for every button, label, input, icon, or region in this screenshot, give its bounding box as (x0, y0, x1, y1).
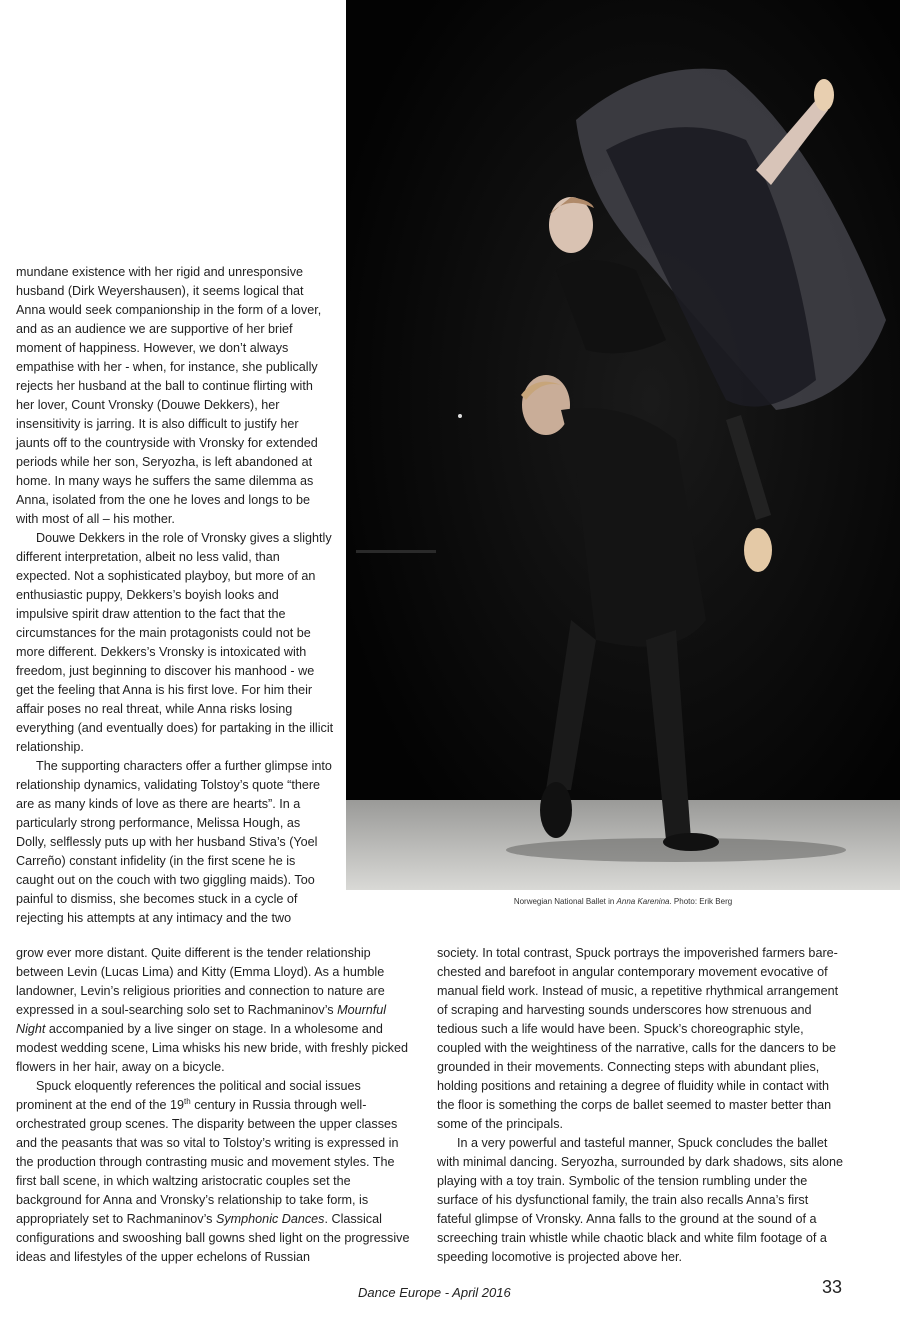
text-run: Spuck eloquently references the political and social issues prominent at the end of the 19 (16, 1079, 361, 1112)
caption-credit: . Photo: Erik Berg (669, 897, 733, 906)
article-column-right (437, 944, 845, 1267)
paragraph: The supporting characters offer a further glimpse into relationship dynamics, validating Tolstoy’s quote “there are as many kinds of love as there are hearts”. In a particularly strong performance, Melissa Hough, as Dolly, selflessly puts up with her husband Stiva’s (Yoel Carreño) constant infidelity (in the first scene he is caught out on the couch with two giggling maids). Too painful to dismiss, she becomes stuck in a cycle of rejecting his attempts at any intimacy and the two (16, 759, 332, 925)
paragraph: Douwe Dekkers in the role of Vronsky gives a slightly different interpretation, albeit no less valid, than expected. Not a sophisticated playboy, but more of an enthusiastic puppy, Dekkers’s boyish looks and impulsive spirit draw attention to the fact that the circumstances for the main protagonists could not be more different. Dekkers’s Vronsky is intoxicated with freedom, just beginning to discover his manhood - we get the feeling that Anna is his first love. For him their affair poses no real threat, while Anna risks losing everything (and eventually does) for partaking in the illicit relationship. (16, 531, 334, 754)
text-run: . Classical configurations and swooshing ball gowns shed light on the progressive ideas and lifestyles of the upper echelons of Russian (16, 1212, 410, 1264)
superscript: th (184, 1096, 191, 1106)
music-title: Symphonic Dances (215, 1212, 325, 1226)
dancers-illustration (346, 0, 900, 890)
text-run: accompanied by a live singer on stage. In a wholesome and modest wedding scene, Lima whisks his new bride, with freshly picked flowers in her hair, away on a bicycle. (16, 1022, 408, 1074)
paragraph (16, 1077, 414, 1267)
caption-title: Anna Karenina (616, 897, 670, 906)
music-title: Mournful Night (16, 1003, 387, 1036)
photo-caption (346, 897, 900, 907)
article-column-left-top (16, 263, 334, 928)
page-number: 33 (821, 1277, 842, 1297)
paragraph: mundane existence with her rigid and unresponsive husband (Dirk Weyershausen), it seems logical that Anna would seek companionship in the form of a lover, and as an audience we are supportive of her brief moment of happiness. However, we don’t always empathise with her - when, for instance, she publically rejects her husband at the ball to continue flirting with her lover, Count Vronsky (Douwe Dekkers), her insensitivity is jarring. It is also difficult to justify her jaunts off to the countryside with Vronsky for extended periods while her son, Seryozha, is left abandoned at home. In many ways he suffers the same dilemma as Anna, isolated from the one he loves and longs to be with most of all – his mother. (16, 265, 322, 526)
caption-prefix: Norwegian National Ballet in (513, 897, 617, 906)
footer-magazine: Dance Europe - April 2016 (358, 1285, 511, 1300)
article-column-left-bottom (16, 944, 414, 1267)
paragraph: In a very powerful and tasteful manner, Spuck concludes the ballet with minimal dancing. Seryozha, surrounded by dark shadows, sits alone playing with a toy train. Symbolic of the tension rumbling under the surface of his dysfunctional family, the train also recalls Anna’s first fateful glimpse of Vronsky. Anna falls to the ground at the sound of a screeching train whistle while chaotic black and white film footage of a speeding locomotive is projected above her. (437, 1136, 844, 1264)
paragraph (16, 944, 414, 1077)
ballet-photo (346, 0, 900, 890)
paragraph: society. In total contrast, Spuck portrays the impoverished farmers bare-chested and barefoot in angular contemporary movement evocative of manual field work. Instead of music, a repetitive rhythmical arrangement of scraping and harvesting sounds underscores how strenuous and tedious such a life would have been. Spuck’s choreographic style, coupled with the weightiness of the narrative, calls for the dancers to be grounded in their movements. Connecting steps with abundant plies, holding positions and retaining a degree of fluidity while in contact with the floor is something the corps de ballet seemed to master better than some of the principals. (437, 946, 839, 1131)
text-run: century in Russia through well-orchestrated group scenes. The disparity between the upper classes and the peasants that was so vital to Tolstoy’s writing is expressed in the production through contrasting music and movement styles. The first ball scene, in which waltzing aristocratic couples set the background for Anna and Vronsky’s relationship to take form, is appropriately set to Rachmaninov’s (16, 1098, 399, 1226)
text-run: grow ever more distant. Quite different is the tender relationship between Levin (Lucas Lima) and Kitty (Emma Lloyd). As a humble landowner, Levin’s religious priorities and connection to nature are expressed in a soul-searching solo set to Rachmaninov’s (16, 946, 385, 1017)
